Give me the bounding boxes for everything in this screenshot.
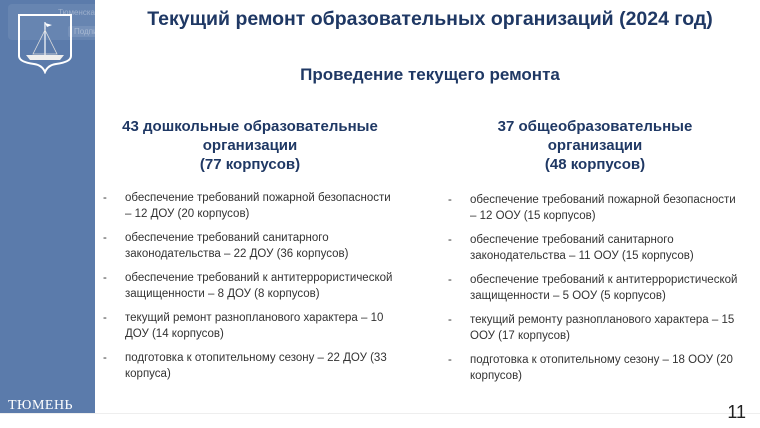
dash: - bbox=[103, 352, 107, 364]
channel-name: Тюменская городская Дума bbox=[58, 8, 161, 17]
left-list bbox=[103, 190, 393, 390]
list-item bbox=[103, 230, 393, 262]
item-text: обеспечение требований санитарного законодательства – 11 ООУ (15 корпусов) bbox=[470, 234, 694, 262]
dash: - bbox=[448, 274, 452, 286]
dash: - bbox=[448, 354, 452, 366]
right-column-heading bbox=[445, 117, 745, 174]
heading-line: 37 общеобразовательные bbox=[497, 118, 693, 135]
item-text: обеспечение требований пожарной безопасности – 12 ООУ (15 корпусов) bbox=[470, 194, 736, 222]
heading-line: (77 корпусов) bbox=[199, 156, 301, 173]
dash: - bbox=[448, 314, 452, 326]
heading-line: организации bbox=[202, 137, 298, 154]
bottom-strip bbox=[0, 413, 760, 428]
list-item bbox=[103, 190, 393, 222]
list-item bbox=[448, 232, 738, 264]
dash: - bbox=[448, 194, 452, 206]
item-text: обеспечение требований санитарного законодательства – 22 ДОУ (36 корпусов) bbox=[125, 232, 349, 260]
page-number: 11 bbox=[727, 402, 746, 422]
heading-line: (48 корпусов) bbox=[544, 156, 646, 173]
list-item bbox=[448, 192, 738, 224]
left-column-heading bbox=[100, 117, 400, 174]
heading-line: 43 дошкольные образовательные bbox=[122, 118, 378, 135]
list-item bbox=[103, 350, 393, 382]
item-text: подготовка к отопительному сезону – 18 ООУ (20 корпусов) bbox=[470, 354, 733, 382]
page-subtitle: Проведение текущего ремонта bbox=[300, 65, 560, 84]
heading-line: организации bbox=[547, 137, 643, 154]
dash: - bbox=[103, 312, 107, 324]
list-item bbox=[448, 352, 738, 384]
item-text: подготовка к отопительному сезону – 22 ДОУ (33 корпуса) bbox=[125, 352, 387, 380]
city-name: ТЮМЕНЬ bbox=[8, 398, 74, 413]
item-text: текущий ремонт разнопланового характера – 10 ДОУ (14 корпусов) bbox=[125, 312, 384, 340]
list-item bbox=[103, 310, 393, 342]
item-text: обеспечение требований к антитеррористической защищенности – 5 ООУ (5 корпусов) bbox=[470, 274, 738, 302]
item-text: обеспечение требований к антитеррористической защищенности – 8 ДОУ (8 корпусов) bbox=[125, 272, 393, 300]
sidebar bbox=[0, 0, 95, 413]
dash: - bbox=[448, 234, 452, 246]
item-text: текущий ремонту разнопланового характера – 15 ООУ (17 корпусов) bbox=[470, 314, 735, 342]
dash: - bbox=[103, 192, 107, 204]
dash: - bbox=[103, 272, 107, 284]
dash: - bbox=[103, 232, 107, 244]
subscribe-button[interactable]: Подписаться bbox=[68, 26, 128, 37]
list-item bbox=[103, 270, 393, 302]
list-item bbox=[448, 272, 738, 304]
item-text: обеспечение требований пожарной безопасности – 12 ДОУ (20 корпусов) bbox=[125, 192, 391, 220]
right-list bbox=[448, 192, 738, 392]
list-item bbox=[448, 312, 738, 344]
page-title: Текущий ремонт образовательных организаций (2024 год) bbox=[147, 8, 713, 30]
